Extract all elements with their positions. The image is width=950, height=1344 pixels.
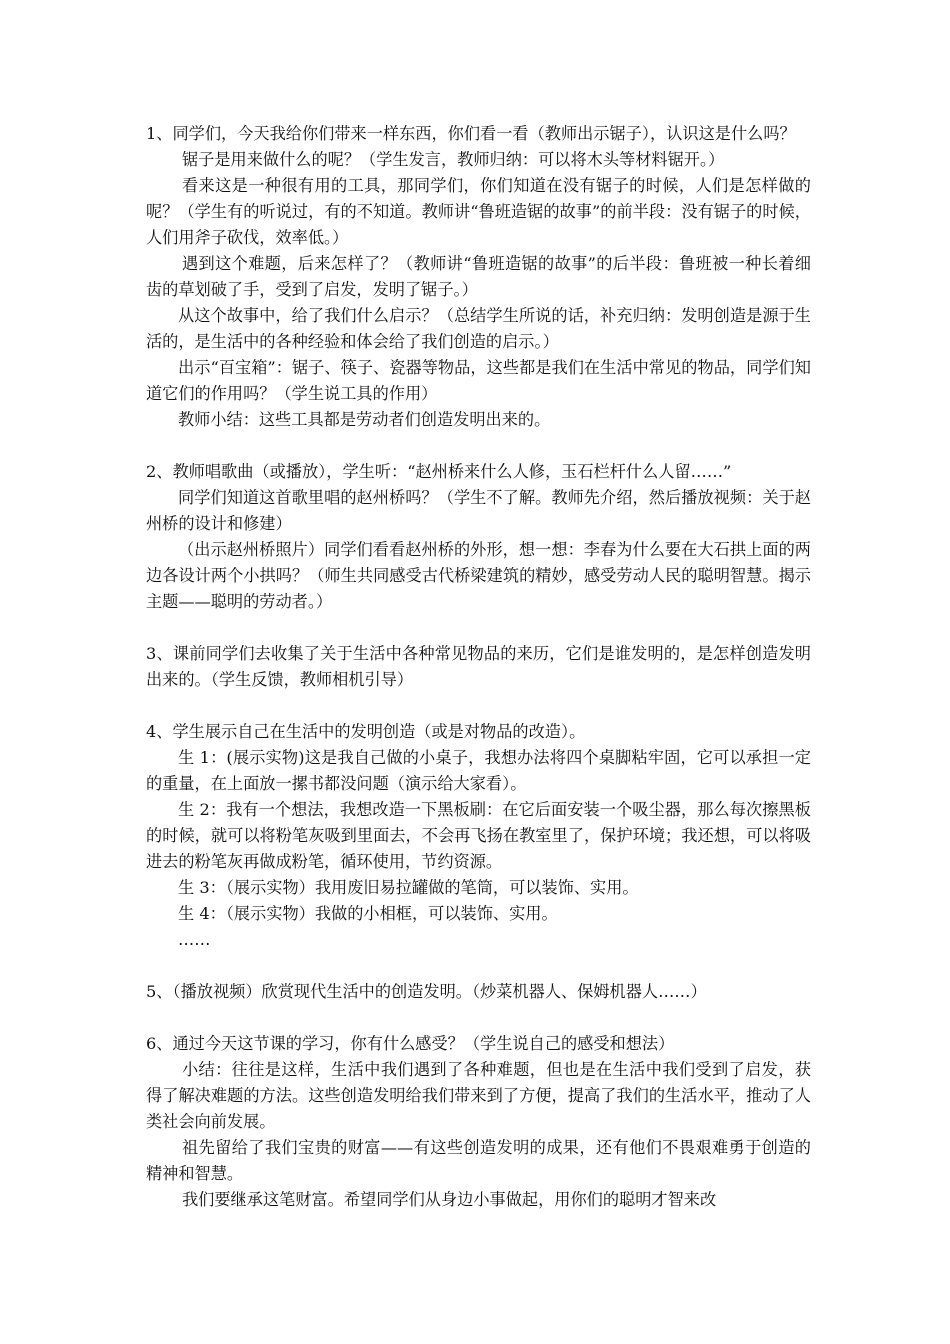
paragraph: 从这个故事中，给了我们什么启示？（总结学生所说的话，补充归纳：发明创造是源于生活的，是生活中的各种经验和体会给了我们创造的启示。） [146,306,811,351]
paragraph: 生 4：（展示实物）我做的小相框，可以装饰、实用。 [178,904,558,923]
section-2-heading: 2、教师唱歌曲（或播放），学生听：“赵州桥来什么人修，玉石栏杆什么人留……” [146,462,732,481]
paragraph: 看来这是一种很有用的工具，那同学们，你们知道在没有锯子的时候，人们是怎样做的呢？（学生有的听说过，有的不知道。教师讲“鲁班造锯的故事”的前半段：没有锯子的时候，人们用斧子砍伐，效率低。） [146,176,811,247]
section-2 [146,459,811,615]
section-3 [146,641,811,693]
paragraph: 我们要继承这笔财富。希望同学们从身边小事做起，用你们的聪明才智来改 [182,1190,717,1209]
section-1-heading: 1、同学们，今天我给你们带来一样东西，你们看一看（教师出示锯子），认识这是什么吗？ [146,124,796,143]
spacer [146,693,811,719]
section-3-heading: 3、课前同学们去收集了关于生活中各种常见物品的来历，它们是谁发明的，是怎样创造发明出来的。（学生反馈，教师相机引导） [146,644,811,689]
spacer [146,433,811,459]
paragraph: 锯子是用来做什么的呢？（学生发言，教师归纳：可以将木头等材料锯开。） [182,150,725,169]
spacer [146,953,811,979]
paragraph: 生 2：我有一个想法，我想改造一下黑板刷：在它后面安装一个吸尘器，那么每次擦黑板的时候，就可以将粉笔灰吸到里面去，不会再飞扬在教室里了，保护环境；我还想，可以将吸进去的粉笔灰再做成粉笔，循环使用，节约资源。 [146,800,811,871]
paragraph: 生 3：（展示实物）我用废旧易拉罐做的笔筒，可以装饰、实用。 [178,878,639,897]
section-1 [146,121,811,433]
paragraph: 小结：往往是这样，生活中我们遇到了各种难题，但也是在生活中我们受到了启发，获得了解决难题的方法。这些创造发明给我们带来到了方便，提高了我们的生活水平，推动了人类社会向前发展。 [146,1060,811,1131]
paragraph: 遇到这个难题，后来怎样了？（教师讲“鲁班造锯的故事”的后半段：鲁班被一种长着细齿的草划破了手，受到了启发，发明了锯子。） [146,254,811,299]
spacer [146,1005,811,1031]
paragraph: （出示赵州桥照片）同学们看看赵州桥的外形，想一想：李春为什么要在大石拱上面的两边各设计两个小拱吗？（师生共同感受古代桥梁建筑的精妙，感受劳动人民的聪明智慧。揭示主题——聪明的劳动者。） [146,540,811,611]
section-5 [146,979,811,1005]
section-6 [146,1031,811,1213]
section-4-heading: 4、学生展示自己在生活中的发明创造（或是对物品的改造）。 [146,722,586,741]
section-5-heading: 5、（播放视频）欣赏现代生活中的创造发明。（炒菜机器人、保姆机器人……） [146,982,707,1001]
ellipsis-line: …… [178,930,211,949]
paragraph: 教师小结：这些工具都是劳动者们创造发明出来的。 [178,410,551,429]
paragraph: 生 1：(展示实物)这是我自己做的小桌子，我想办法将四个桌脚粘牢固，它可以承担一定的重量，在上面放一摞书都没问题（演示给大家看）。 [146,748,811,793]
section-4 [146,719,811,953]
paragraph: 出示“百宝箱”：锯子、筷子、瓷器等物品，这些都是我们在生活中常见的物品，同学们知道它们的作用吗？（学生说工具的作用） [146,358,811,403]
paragraph: 同学们知道这首歌里唱的赵州桥吗？（学生不了解。教师先介绍，然后播放视频：关于赵州桥的设计和修建） [146,488,811,533]
paragraph: 祖先留给了我们宝贵的财富——有这些创造发明的成果，还有他们不畏艰难勇于创造的精神和智慧。 [146,1138,811,1183]
section-6-heading: 6、通过今天这节课的学习，你有什么感受？（学生说自己的感受和想法） [146,1034,675,1053]
spacer [146,615,811,641]
document-page [146,121,811,1213]
